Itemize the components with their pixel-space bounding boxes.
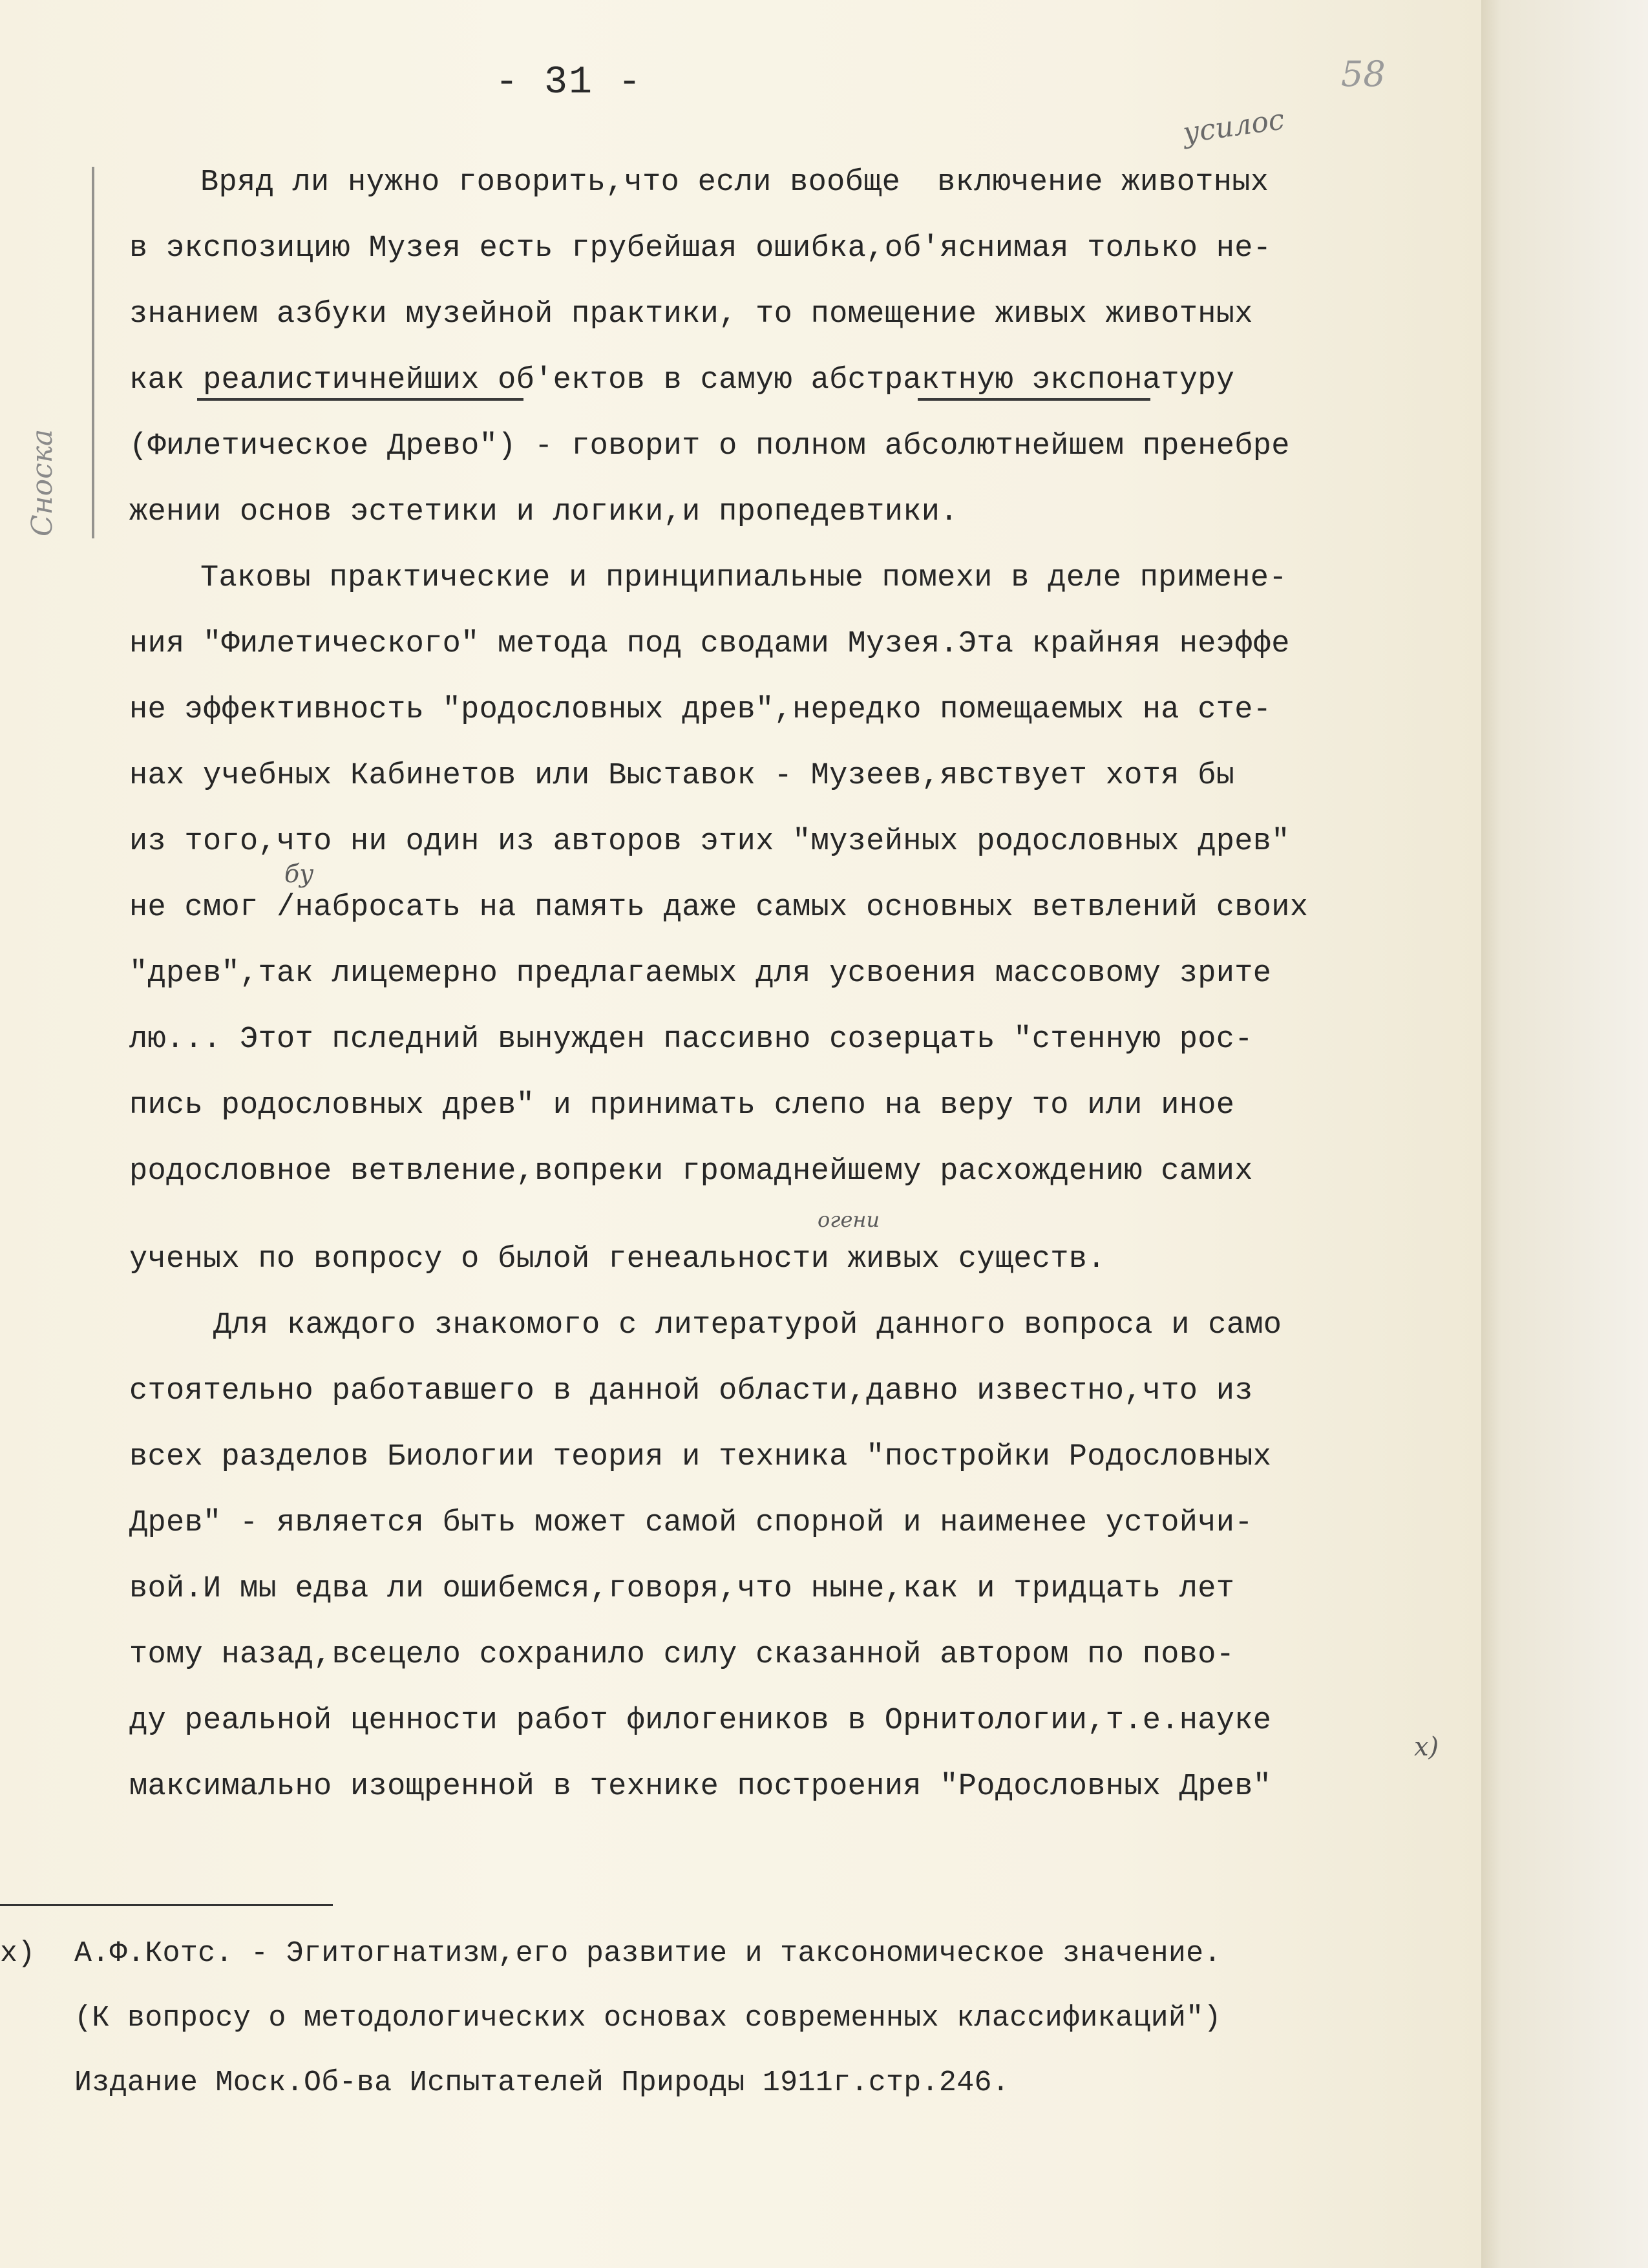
- body-line-12: не смог /набросать на память даже самых основных ветвлений своих: [129, 891, 1309, 925]
- margin-bracket-mark: [92, 167, 94, 538]
- archive-page-number: 58: [1341, 54, 1386, 94]
- body-line-22: вой.И мы едва ли ошибемся,говоря,что ныне,как и тридцать лет: [129, 1572, 1235, 1606]
- body-line-13: "древ",так лицемерно предлагаемых для усвоения массовому зрите: [129, 957, 1272, 991]
- handwritten-footnote-marker: х): [1414, 1732, 1439, 1762]
- body-line-24: ду реальной ценности работ филогеников в Орнитологии,т.е.науке: [129, 1704, 1272, 1738]
- body-line-17: ученых по вопросу о былой генеальности живых существ.: [129, 1242, 1106, 1277]
- body-line-6: жении основ эстетики и логики,и пропедевтики.: [129, 495, 958, 529]
- page-edge-background: [1481, 0, 1648, 2268]
- body-line-23: тому назад,всецело сохранило силу сказанной автором по пово-: [129, 1638, 1235, 1672]
- footnote-line-2: (К вопросу о методологических основах современных классификаций"): [74, 2002, 1221, 2035]
- underline-mark: [197, 398, 523, 401]
- footnote-line-1: А.Ф.Котс. - Эгитогнатизм,его развитие и таксономическое значение.: [74, 1937, 1221, 1970]
- body-line-25: максимально изощренной в технике построения "Родословных Древ": [129, 1770, 1272, 1804]
- body-line-4: как реалистичнейших об'ектов в самую абстрактную экспонатуру: [129, 363, 1235, 397]
- body-line-9: не эффективность "родословных древ",нередко помещаемых на сте-: [129, 693, 1272, 727]
- body-line-19: стоятельно работавшего в данной области,давно известно,что из: [129, 1374, 1253, 1408]
- body-line-1: Вряд ли нужно говорить,что если вообще включение животных: [200, 165, 1269, 200]
- footnote-rule: [0, 1904, 333, 1906]
- footnote-marker: х): [0, 1937, 36, 1970]
- underline-mark: [918, 398, 1150, 401]
- body-line-11: из того,что ни один из авторов этих "музейных родословных древ": [129, 825, 1290, 859]
- footnote-line-3: Издание Моск.Об-ва Испытателей Природы 1911г.стр.246.: [74, 2066, 1010, 2099]
- body-line-10: нах учебных Кабинетов или Выставок - Музеев,явствует хотя бы: [129, 759, 1235, 793]
- body-line-7: Таковы практические и принципиальные помехи в деле примене-: [200, 561, 1287, 595]
- body-line-18: Для каждого знакомого с литературой данного вопроса и само: [213, 1308, 1282, 1342]
- body-line-3: знанием азбуки музейной практики, то помещение живых животных: [129, 297, 1253, 332]
- body-line-20: всех разделов Биологии теория и техника "постройки Родословных: [129, 1440, 1272, 1474]
- handwritten-annotation-ogenii: огени: [818, 1207, 880, 1232]
- body-line-14: лю... Этот пследний вынужден пассивно созерцать "стенную рос-: [129, 1023, 1253, 1057]
- body-line-16: родословное ветвление,вопреки громаднейшему расхождению самих: [129, 1154, 1253, 1189]
- page-number: - 31 -: [494, 61, 643, 105]
- body-line-15: пись родословных древ" и принимать слепо на веру то или иное: [129, 1088, 1235, 1123]
- body-line-21: Древ" - является быть может самой спорной и наименее устойчи-: [129, 1506, 1253, 1540]
- margin-handwritten-note: Сноска: [26, 429, 59, 536]
- body-line-2: в экспозицию Музея есть грубейшая ошибка,об'яснимая только не-: [129, 231, 1272, 266]
- handwritten-annotation-bu: бу: [284, 860, 314, 888]
- body-line-8: ния "Филетического" метода под сводами Музея.Эта крайняя неэффе: [129, 627, 1290, 661]
- body-line-5: (Филетическое Древо") - говорит о полном абсолютнейшем пренебре: [129, 429, 1290, 463]
- handwritten-annotation-usilos: усилос: [1181, 103, 1287, 150]
